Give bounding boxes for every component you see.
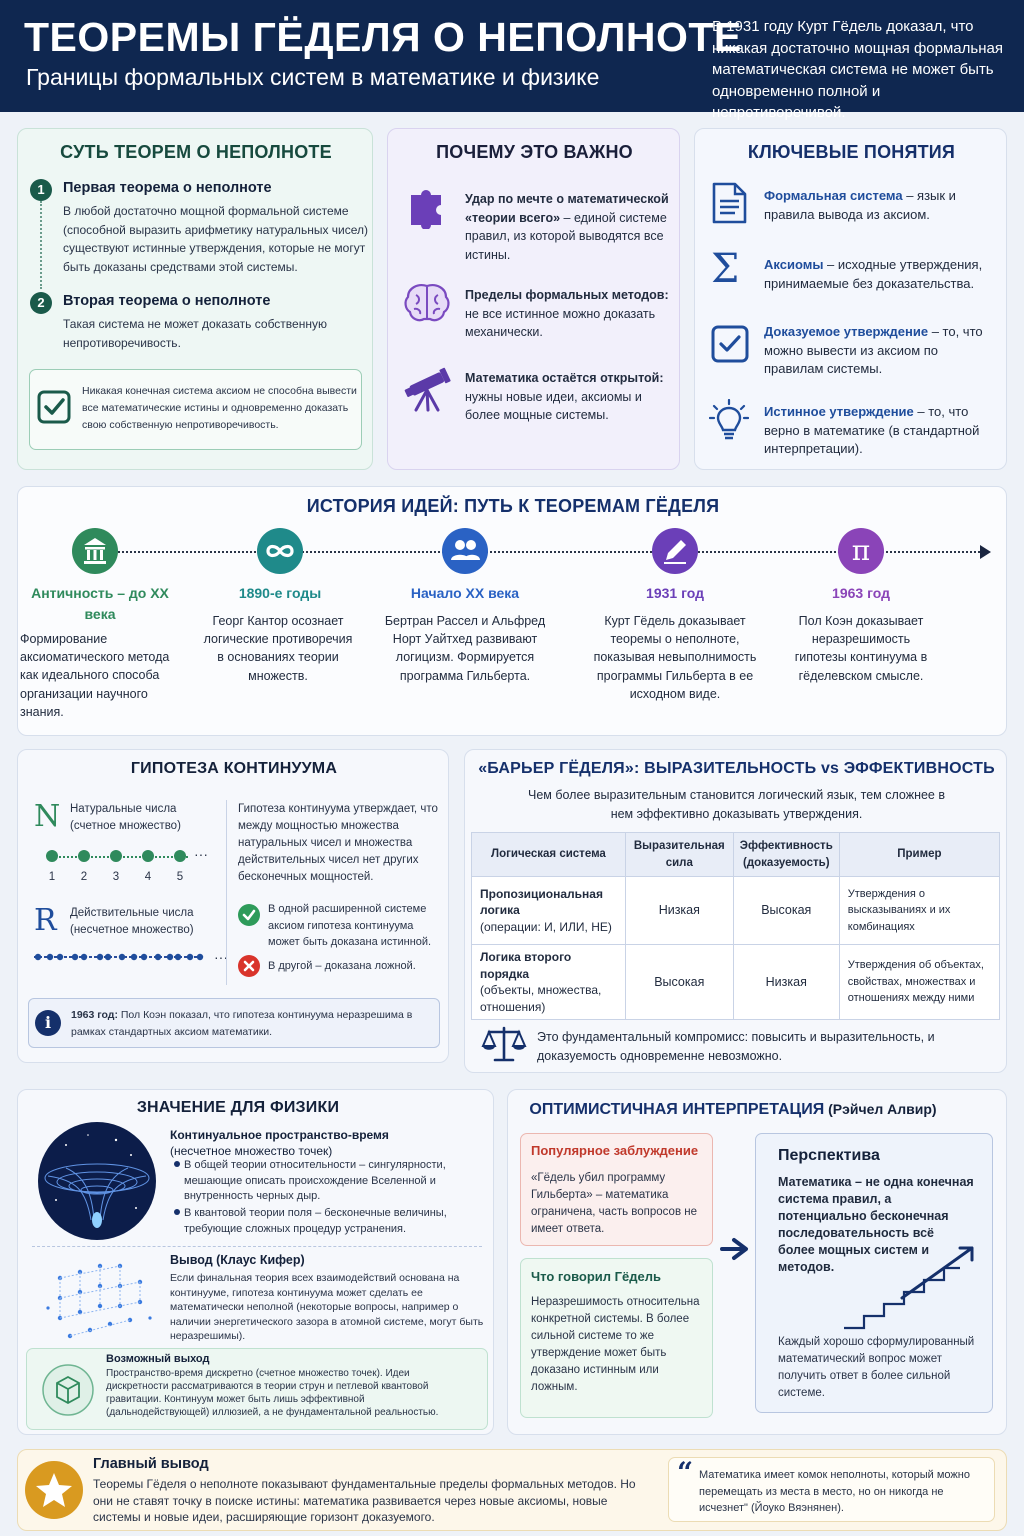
table-row <box>472 945 1000 1020</box>
exit-text: Пространство-время дискретно (счетное множество точек). Идеи дискретности рассматриваются в теории струн и петлевой квантовой гравитации. Континуум может быть лишь эффективной (дальнодействующей) иллюзией, а не фундаментальной реальностью. <box>106 1368 439 1418</box>
continuum-info-text: 1963 год: Пол Коэн показал, что гипотеза континуума неразрешима в рамках стандартных аксиом математики. <box>71 1009 413 1038</box>
pen-icon <box>652 528 698 574</box>
essence-connector <box>40 201 42 289</box>
natural-point-2 <box>78 850 90 862</box>
first-theorem-number: 1 <box>30 179 52 201</box>
spacetime-icon <box>36 1120 158 1242</box>
history-title: ИСТОРИЯ ИДЕЙ: ПУТЬ К ТЕОРЕМАМ ГЁДЕЛЯ <box>306 496 720 516</box>
myth-text: «Гёдель убил программу Гильберта» – математика ограничена, часть вопросов не имеет ответа. <box>531 1172 697 1235</box>
natural-tick-2: 2 <box>80 871 88 883</box>
table-row <box>472 877 1000 945</box>
header-intro: В 1931 году Курт Гёдель доказал, что никакая достаточно мощная формальная математическая система не может быть одновременно полной и непротиворечивой. <box>712 18 1003 121</box>
second-theorem-number: 2 <box>30 292 52 314</box>
timeline-date-1: Античность – до XX века <box>31 585 169 622</box>
natural-point-3 <box>110 850 122 862</box>
first-theorem-heading: Первая теорема о неполноте <box>63 180 272 196</box>
barrier-intro: Чем более выразительным становится логический язык, тем сложнее в нем эффективно доказывать утверждения. <box>527 788 945 821</box>
timeline-text-2: Георг Кантор осознает логические противоречия в основаниях теории множеств. <box>203 614 353 683</box>
timeline-text-5: Пол Коэн доказывает неразрешимость гипотезы континуума в гёделевском смысле. <box>794 614 928 683</box>
natural-tick-3: 3 <box>112 871 120 883</box>
check-square-icon <box>37 390 71 424</box>
godel-said-box <box>520 1258 713 1418</box>
physics-title: ЗНАЧЕНИЕ ДЛЯ ФИЗИКИ <box>136 1099 340 1116</box>
timeline-text-4: Курт Гёдель доказывает теоремы о неполноте, показывая невыполнимость программы Гильберта в ее исходном виде. <box>593 614 757 701</box>
people-icon <box>442 528 488 574</box>
table-cell: Утверждения об объектах, свойствах, множествах и отношениях между ними <box>839 945 999 1020</box>
stairs-icon <box>842 1242 978 1332</box>
document-icon <box>711 181 749 225</box>
exit-heading: Возможный выход <box>106 1353 210 1365</box>
table-cell: Пропозициональная логика (операции: И, ИЛИ, НЕ) <box>472 877 626 945</box>
optimistic-title: ОПТИМИСТИЧНАЯ ИНТЕРПРЕТАЦИЯ (Рэйчел Алвир) <box>529 1101 937 1118</box>
reals-label: Действительные числа (несчетное множество) <box>70 907 194 936</box>
lattice-icon <box>40 1258 160 1348</box>
barrier-col-power: Выразительная сила <box>625 833 733 877</box>
essence-note-box <box>29 369 362 450</box>
continuum-false-case: В другой – доказана ложной. <box>268 960 416 972</box>
star-icon <box>25 1461 83 1519</box>
brain-icon <box>402 281 452 325</box>
table-cell: Высокая <box>625 945 733 1020</box>
physics-divider <box>32 1246 482 1247</box>
naturals-label: Натуральные числа (счетное множество) <box>70 803 181 832</box>
table-cell: Высокая <box>733 877 839 945</box>
bullet-icon <box>174 1161 180 1167</box>
continuum-info-box <box>28 998 440 1048</box>
kiefer-heading: Вывод (Клаус Кифер) <box>170 1253 305 1267</box>
bullet-icon <box>174 1209 180 1215</box>
essence-note-text: Никакая конечная система аксиом не способна вывести все математические истины и одновременно доказать свою собственную непротиворечивость. <box>82 385 357 431</box>
timeline-date-2: 1890-е годы <box>238 585 322 601</box>
timeline-date-3: Начало XX века <box>410 585 520 601</box>
conclusion-heading: Главный вывод <box>93 1456 209 1472</box>
first-theorem-text: В любой достаточно мощной формальной системе (способной выразить арифметику натуральных чисел) существуют истинные утверждения, которые не могут быть доказаны средствами этой системы. <box>63 204 369 274</box>
godel-said-heading: Что говорил Гёдель <box>531 1269 661 1284</box>
perspective-note: Каждый хорошо сформулированный математический вопрос может получить ответ в более сильной системе. <box>778 1336 975 1399</box>
essence-title: СУТЬ ТЕОРЕМ О НЕПОЛНОТЕ <box>60 142 332 162</box>
natural-point-5 <box>174 850 186 862</box>
barrier-col-system: Логическая система <box>472 833 626 877</box>
second-theorem-text: Такая система не может доказать собственную непротиворечивость. <box>63 317 327 350</box>
pi-icon: π <box>838 528 884 574</box>
page-title: ТЕОРЕМЫ ГЁДЕЛЯ О НЕПОЛНОТЕ <box>24 14 742 60</box>
barrier-card <box>464 749 1007 1073</box>
continuum-true-case: В одной расширенной системе аксиом гипотеза континуума может быть доказана истинной. <box>268 903 432 948</box>
check-circle-icon <box>238 904 260 926</box>
continuum-statement: Гипотеза континуума утверждает, что между мощностью множества натуральных чисел и множества действительных чисел нет других бесконечных мощностей. <box>238 803 438 883</box>
continuum-card <box>17 749 449 1063</box>
natural-point-1 <box>46 850 58 862</box>
why-card <box>387 128 680 470</box>
lightbulb-icon <box>709 399 749 445</box>
essence-card <box>17 128 373 470</box>
physics-bullet-2: В квантовой теории поля – бесконечные величины, требующие сложных процедур устранения. <box>184 1207 447 1235</box>
telescope-icon <box>402 364 454 412</box>
exit-box <box>26 1348 488 1430</box>
concept-item-2: Аксиомы – исходные утверждения, принимаемые без доказательства. <box>764 257 983 291</box>
infinity-icon <box>257 528 303 574</box>
quote-icon: “ <box>677 1456 694 1489</box>
cube-icon <box>41 1363 95 1417</box>
timeline-text-1: Формирование аксиоматического метода как идеального способа организации научного знания. <box>20 632 170 719</box>
myth-heading: Популярное заблуждение <box>531 1143 699 1158</box>
conclusion-text: Теоремы Гёделя о неполноте показывают фундаментальные пределы формальных методов. Но они не ставят точку в поиске истины: математика развивается через новые аксиомы, новые системы и новые идеи, расширяющие горизонт доказуемого. <box>93 1477 636 1524</box>
natural-tick-5: 5 <box>176 871 184 883</box>
godel-said-text: Неразрешимость относительна конкретной системы. В более сильной системе то же утверждение может быть доказано истинным или ложным. <box>531 1296 700 1393</box>
info-icon: i <box>35 1010 61 1036</box>
cross-circle-icon <box>238 955 260 977</box>
header-banner <box>0 0 1024 121</box>
quote-text: Математика имеет комок неполноты, который можно перемещать из места в место, но он никогда не исчезнет" (Йоуко Вяэнянен). <box>699 1469 970 1514</box>
why-item-1: Удар по мечте о математической «теории всего» – единой системе правил, из которой выводятся все истины. <box>465 192 669 262</box>
perspective-heading: Перспектива <box>778 1147 880 1164</box>
continuum-divider <box>226 800 227 985</box>
page-subtitle: Границы формальных систем в математике и физике <box>26 64 600 90</box>
second-theorem-heading: Вторая теорема о неполноте <box>63 293 271 309</box>
spacetime-heading: Континуальное пространство-время (несчетное множество точек) <box>170 1128 389 1158</box>
physics-card <box>17 1089 494 1435</box>
arrow-right-icon <box>720 1236 752 1262</box>
temple-icon <box>72 528 118 574</box>
concept-item-4: Истинное утверждение – то, что верно в математике (в стандартной интерпретации). <box>764 404 980 456</box>
scales-icon <box>481 1024 527 1064</box>
continuum-title: ГИПОТЕЗА КОНТИНУУМА <box>130 760 338 777</box>
history-card <box>17 486 1007 736</box>
concepts-title: КЛЮЧЕВЫЕ ПОНЯТИЯ <box>747 142 956 162</box>
barrier-col-efficiency: Эффективность (доказуемость) <box>733 833 839 877</box>
sigma-icon: Σ <box>711 246 740 292</box>
timeline-date-4: 1931 год <box>646 585 704 601</box>
perspective-text: Математика – не одна конечная система правил, а потенциально бесконечная последовательность всё более мощных систем и методов. <box>778 1175 974 1274</box>
barrier-table <box>471 832 1000 1020</box>
timeline-arrow-icon <box>980 545 991 559</box>
why-item-3: Математика остаётся открытой: нужны новые идеи, аксиомы и более мощные системы. <box>465 371 664 422</box>
why-title: ПОЧЕМУ ЭТО ВАЖНО <box>436 142 633 162</box>
checkbox-icon <box>711 325 749 363</box>
why-item-2: Пределы формальных методов: не все истинное можно доказать механически. <box>465 288 669 339</box>
naturals-symbol: N <box>34 799 61 834</box>
quote-box <box>668 1457 995 1522</box>
concept-item-1: Формальная система – язык и правила вывода из аксиом. <box>764 188 956 222</box>
natural-tick-1: 1 <box>48 871 56 883</box>
optimistic-card <box>507 1089 1007 1435</box>
reals-ellipsis: ··· <box>214 949 228 965</box>
reals-symbol: R <box>34 903 57 938</box>
table-cell: Низкая <box>625 877 733 945</box>
conclusion-card <box>17 1449 1007 1531</box>
barrier-title: «БАРЬЕР ГЁДЕЛЯ»: ВЫРАЗИТЕЛЬНОСТЬ vs ЭФФЕКТИВНОСТЬ <box>478 760 995 777</box>
puzzle-icon <box>405 183 451 229</box>
naturals-ellipsis: ··· <box>194 846 208 862</box>
timeline-date-5: 1963 год <box>832 585 890 601</box>
timeline-text-3: Бертран Рассел и Альфред Норт Уайтхед развивают логицизм. Формируется программа Гильберта. <box>384 614 546 683</box>
concept-item-3: Доказуемое утверждение – то, что можно вывести из аксиом по правилам системы. <box>764 324 983 376</box>
kiefer-text: Если финальная теория всех взаимодействий основана на континууме, гипотеза континуума может сделать ее математически неполной (некоторые вопросы, например о наличии энергетического зазора в атомной системе, могут быть неразрешимы). <box>170 1272 484 1343</box>
table-cell: Низкая <box>733 945 839 1020</box>
physics-bullet-1: В общей теории относительности – сингулярности, мешающие описать происхождение Вселенной и внутренность черных дыр. <box>184 1159 446 1202</box>
reals-line <box>32 950 212 964</box>
natural-tick-4: 4 <box>144 871 152 883</box>
concepts-card <box>694 128 1007 470</box>
natural-point-4 <box>142 850 154 862</box>
table-cell: Логика второго порядка (объекты, множества, отношения) <box>472 945 626 1020</box>
table-cell: Утверждения о высказываниях и их комбинациях <box>839 877 999 945</box>
perspective-box <box>755 1133 993 1413</box>
barrier-col-example: Пример <box>839 833 999 877</box>
barrier-footer: Это фундаментальный компромисс: повысить и выразительность, и доказуемость одновременне невозможно. <box>537 1030 935 1063</box>
myth-box <box>520 1133 713 1246</box>
